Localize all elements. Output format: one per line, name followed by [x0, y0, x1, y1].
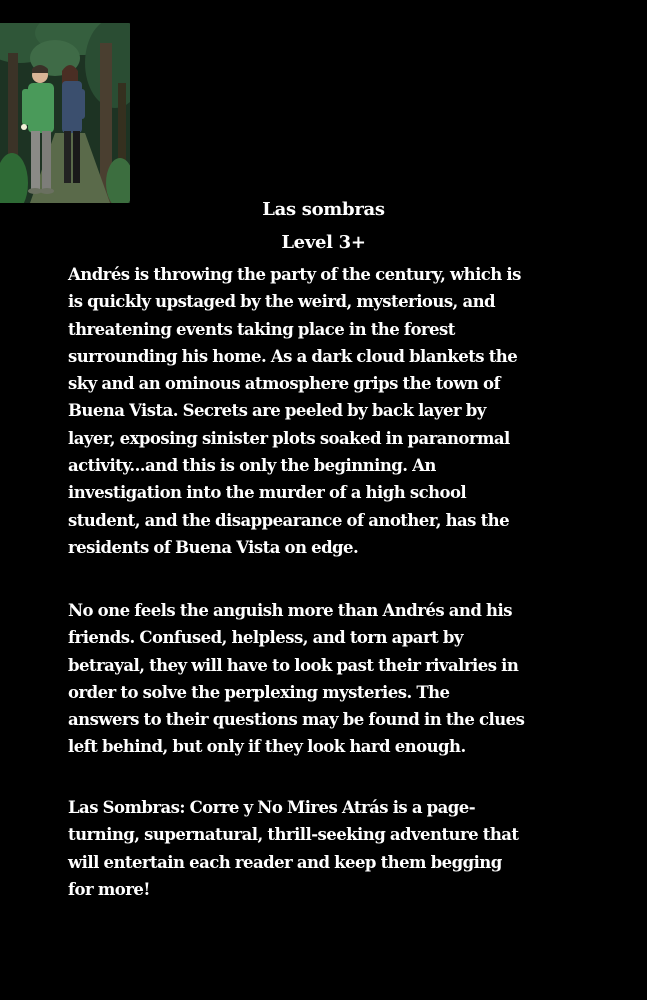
blurb-line: friends. Confused, helpless, and torn apart by — [68, 628, 463, 648]
cover-illustration — [0, 23, 130, 203]
blurb-line: threatening events taking place in the forest — [68, 319, 455, 339]
blurb-line: for more! — [68, 879, 150, 899]
reading-level: Level 3+ — [281, 232, 366, 253]
blurb-line: activity...and this is only the beginning. An — [68, 456, 436, 476]
blurb-line: turning, supernatural, thrill-seeking adventure that — [68, 825, 519, 845]
blurb-line: No one feels the anguish more than Andrés and his — [68, 601, 512, 620]
book-title: Las sombras — [262, 199, 385, 220]
forest-scene-icon — [0, 23, 130, 203]
blurb-line: answers to their questions may be found in the clues — [68, 710, 525, 730]
blurb-line: Andrés is throwing the party of the century, which is — [68, 265, 521, 284]
blurb-line: investigation into the murder of a high school — [68, 483, 467, 503]
blurb-line: is quickly upstaged by the weird, mysterious, and — [68, 292, 496, 312]
blurb-paragraph-1 — [68, 261, 588, 561]
blurb-line: student, and the disappearance of another, has the — [68, 510, 510, 530]
blurb-line: betrayal, they will have to look past their rivalries in — [68, 655, 519, 675]
blurb-paragraph-2 — [68, 597, 588, 761]
blurb-line: order to solve the perplexing mysteries. The — [68, 682, 450, 702]
blurb-line: residents of Buena Vista on edge. — [68, 537, 359, 557]
blurb-line: sky and an ominous atmosphere grips the town of — [68, 374, 501, 394]
blurb-line: Las Sombras: Corre y No Mires Atrás is a page- — [68, 798, 476, 817]
blurb-line: surrounding his home. As a dark cloud blankets the — [68, 346, 518, 366]
blurb-line: Buena Vista. Secrets are peeled by back layer by — [68, 401, 486, 421]
blurb-line: layer, exposing sinister plots soaked in paranormal — [68, 428, 510, 448]
blurb-line: will entertain each reader and keep them begging — [68, 852, 502, 872]
blurb-paragraph-3 — [68, 794, 588, 903]
blurb-line: left behind, but only if they look hard enough. — [68, 737, 466, 757]
